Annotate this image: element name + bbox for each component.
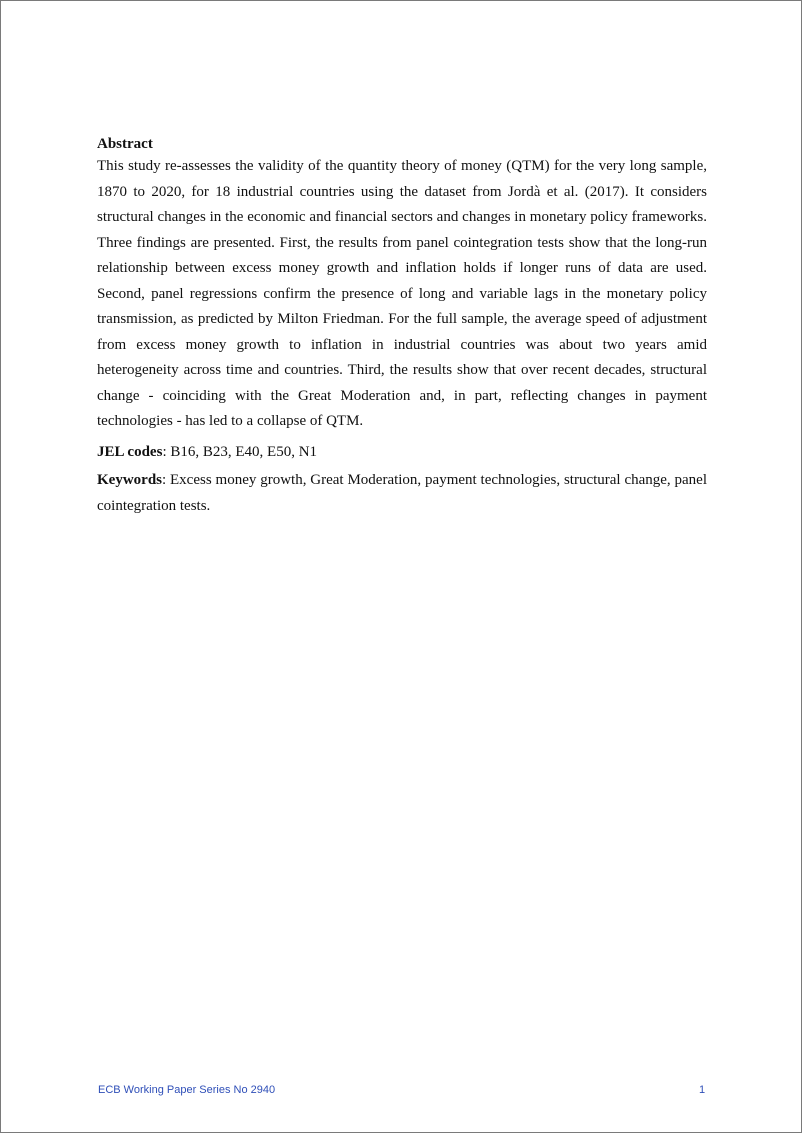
footer-series: ECB Working Paper Series No 2940 bbox=[98, 1084, 276, 1096]
keywords-line bbox=[97, 468, 707, 519]
abstract-heading: Abstract bbox=[97, 136, 153, 152]
jel-codes-line bbox=[97, 440, 707, 466]
abstract-body: This study re-assesses the validity of the quantity theory of money (QTM) for the very long sample, 1870 to 2020, for 18 industrial countries using the dataset from Jordà et al. (2017). It considers structural changes in the economic and financial sectors and changes in monetary policy frameworks. Three findings are presented. First, the results from panel cointegration tests show that the long-run relationship between excess money growth and inflation holds if longer runs of data are used. Second, panel regressions confirm the presence of long and variable lags in the monetary policy transmission, as predicted by Milton Friedman. For the full sample, the average speed of adjustment from excess money growth to inflation in industrial countries was about two years amid heterogeneity across time and countries. Third, the results show that over recent decades, structural change - coinciding with the Great Moderation and, in part, reflecting changes in payment technologies - has led to a collapse of QTM. bbox=[97, 158, 707, 429]
keywords-label: Keywords bbox=[97, 472, 162, 488]
jel-codes-value: : B16, B23, E40, E50, N1 bbox=[162, 443, 318, 460]
keywords-value: : Excess money growth, Great Moderation, payment technologies, structural change, panel cointegration tests. bbox=[97, 472, 707, 514]
abstract-section bbox=[97, 134, 707, 519]
jel-codes-label: JEL codes bbox=[97, 443, 163, 460]
footer-page-number: 1 bbox=[699, 1084, 706, 1096]
